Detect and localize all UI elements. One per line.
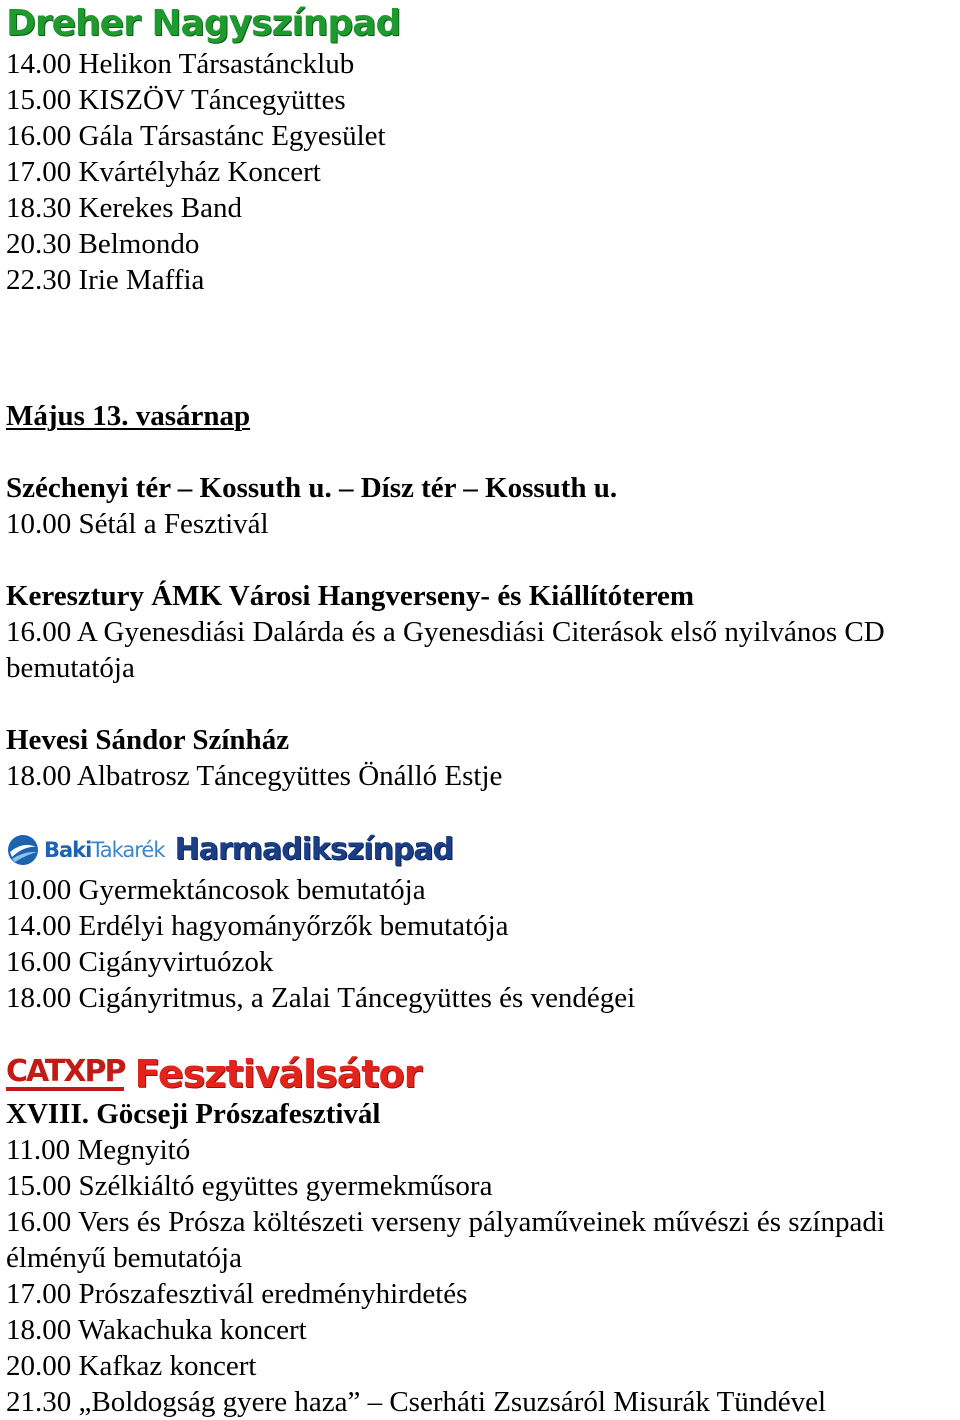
festival-item: 18.00 Wakachuka koncert: [6, 1314, 307, 1346]
festival-item: 20.00 Kafkaz koncert: [6, 1350, 257, 1382]
fesztival-tent-banner-row: [6, 1052, 421, 1096]
venue-title: Keresztury ÁMK Városi Hangverseny- és Kiállítóterem: [6, 580, 695, 612]
festival-item: 15.00 Szélkiáltó együttes gyermekműsora: [6, 1170, 493, 1202]
harmadik-stage-banner-row: [6, 828, 453, 872]
festival-item: 16.00 Vers és Prósza költészeti verseny pályaműveinek művészi és színpadi élményű bemutatója: [6, 1206, 885, 1274]
harmadik-item: 10.00 Gyermektáncosok bemutatója: [6, 874, 426, 906]
venue-item: 18.00 Albatrosz Táncegyüttes Önálló Estje: [6, 760, 503, 792]
dreher-item: 22.30 Irie Maffia: [6, 264, 205, 296]
festival-item: 17.00 Prószafesztivál eredményhirdetés: [6, 1278, 468, 1310]
dreher-item: 15.00 KISZÖV Táncegyüttes: [6, 84, 346, 116]
festival-item: 21.30 „Boldogság gyere haza” – Cserháti Zsuzsáról Misurák Tündével: [6, 1386, 827, 1418]
dreher-item: 20.30 Belmondo: [6, 228, 200, 260]
venue-title: Széchenyi tér – Kossuth u. – Dísz tér – Kossuth u.: [6, 472, 618, 504]
harmadik-item: 18.00 Cigányritmus, a Zalai Táncegyüttes és vendégei: [6, 982, 636, 1014]
baki-takarek-wordmark: [44, 838, 164, 862]
globe-swoosh-icon: [6, 833, 40, 867]
dreher-stage-banner: Dreher Nagyszínpad: [6, 3, 401, 44]
venue-item: 16.00 A Gyenesdiási Dalárda és a Gyenesdiási Citerások első nyilvános CD bemutatója: [6, 616, 885, 684]
harmadik-stage-banner: Harmadikszínpad: [174, 832, 453, 867]
venue-item: 10.00 Sétál a Fesztivál: [6, 508, 269, 540]
baki-light-text: Takarék: [91, 838, 165, 862]
baki-bold-text: Baki: [44, 838, 92, 862]
baki-takarek-logo: [6, 830, 164, 870]
dreher-item: 17.00 Kvártélyház Koncert: [6, 156, 321, 188]
festival-title: XVIII. Göcseji Prószafesztivál: [6, 1098, 381, 1130]
fesztival-tent-banner: Fesztiválsátor: [134, 1052, 422, 1096]
day-heading: Május 13. vasárnap: [6, 400, 251, 432]
dreher-item: 18.30 Kerekes Band: [6, 192, 242, 224]
dreher-item: 16.00 Gála Társastánc Egyesület: [6, 120, 386, 152]
harmadik-item: 16.00 Cigányvirtuózok: [6, 946, 274, 978]
venue-title: Hevesi Sándor Színház: [6, 724, 290, 756]
harmadik-item: 14.00 Erdélyi hagyományőrzők bemutatója: [6, 910, 509, 942]
dreher-item: 14.00 Helikon Társastáncklub: [6, 48, 355, 80]
catxpp-logo: CATXPP: [6, 1054, 125, 1089]
festival-item: 11.00 Megnyitó: [6, 1134, 191, 1166]
